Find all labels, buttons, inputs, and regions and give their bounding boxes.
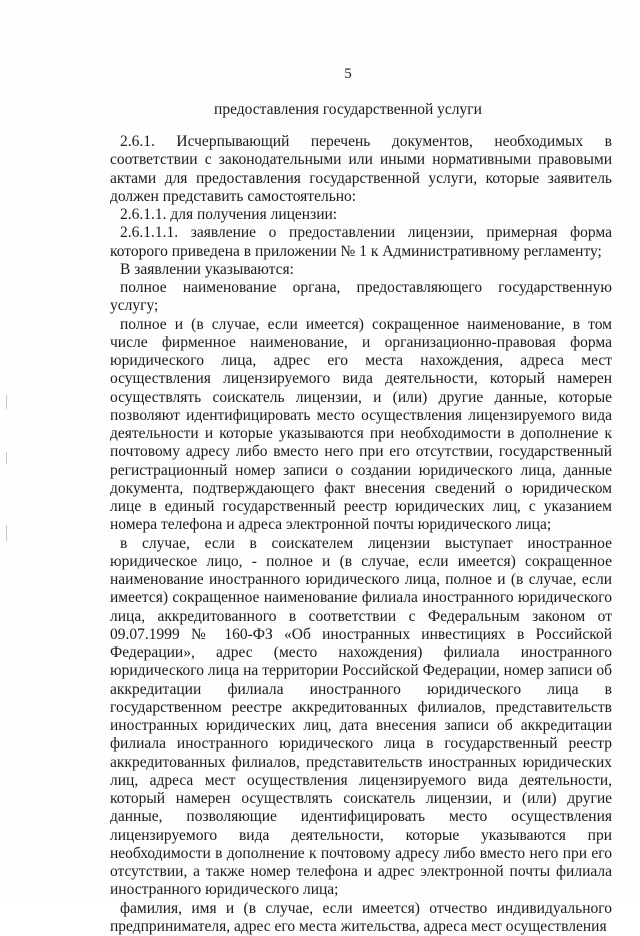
- scan-artifact: [6, 525, 7, 541]
- paragraph-individual-entrepreneur: фамилия, имя и (в случае, если имеется) отчество индивидуального предпринимателя, адрес его места жительства, адреса мест осуществления: [110, 900, 612, 936]
- paragraph-application-fields-intro: В заявлении указываются:: [110, 261, 612, 279]
- paragraph-foreign-entity-details: в случае, если в соискателем лицензии выступает иностранное юридическое лицо, - полное и (в случае, если имеется) сокращенное наименование иностранного юридического лица, полное и (в случае, если имеется) сокращенное наименование филиала иностранного юридического лица, аккредитованного в соответствии с Федеральным законом от 09.07.1999 № 160-ФЗ «Об иностранных инвестициях в Российской Федерации», адрес (место нахождения) филиала иностранного юридического лица на территории Российской Федерации, номер записи об аккредитации филиала иностранного юридического лица в государственном реестре аккредитованных филиалов, представительств иностранных юридических лиц, дата внесения записи об аккредитации филиала иностранного юридического лица в государственный реестр аккредитованных филиалов, представительств иностранных юридических лиц, адреса мест осуществления лицензируемого вида деятельности, который намерен осуществлять соискатель лицензии, и (или) другие данные, позволяющие идентифицировать место осуществления лицензируемого вида деятельности, которые указываются при необходимости в дополнение к почтовому адресу либо вместо него при его отсутствии, а также номер телефона и адрес электронной почты филиала иностранного юридического лица;: [110, 535, 612, 900]
- page-number: 5: [0, 66, 640, 83]
- scan-artifact: [6, 395, 7, 409]
- section-heading: предоставления государственной услуги: [0, 101, 640, 119]
- paragraph-2-6-1: 2.6.1. Исчерпывающий перечень документов, необходимых в соответствии с законодательными или иными нормативными правовыми актами для предоставления государственной услуги, которые заявитель должен представить самостоятельно:: [110, 133, 612, 206]
- paragraph-authority-name: полное наименование органа, предоставляющего государственную услугу;: [110, 279, 612, 316]
- paragraph-2-6-1-1: 2.6.1.1. для получения лицензии:: [110, 206, 612, 224]
- paragraph-2-6-1-1-1: 2.6.1.1.1. заявление о предоставлении лицензии, примерная форма которого приведена в приложении № 1 к Административному регламенту;: [110, 224, 612, 261]
- scan-artifact: [6, 452, 7, 464]
- paragraph-legal-entity-details: полное и (в случае, если имеется) сокращенное наименование, в том числе фирменное наименование, и организационно-правовая форма юридического лица, адрес его места нахождения, адреса мест осуществления лицензируемого вида деятельности, который намерен осуществлять соискатель лицензии, и (или) другие данные, которые позволяют идентифицировать место осуществления лицензируемого вида деятельности и которые указываются при необходимости в дополнение к почтовому адресу либо вместо него при его отсутствии, государственный регистрационный номер записи о создании юридического лица, данные документа, подтверждающего факт внесения сведений о юридическом лице в единый государственный реестр юридических лиц, с указанием номера телефона и адреса электронной почты юридического лица;: [110, 316, 612, 535]
- document-body: [110, 133, 612, 936]
